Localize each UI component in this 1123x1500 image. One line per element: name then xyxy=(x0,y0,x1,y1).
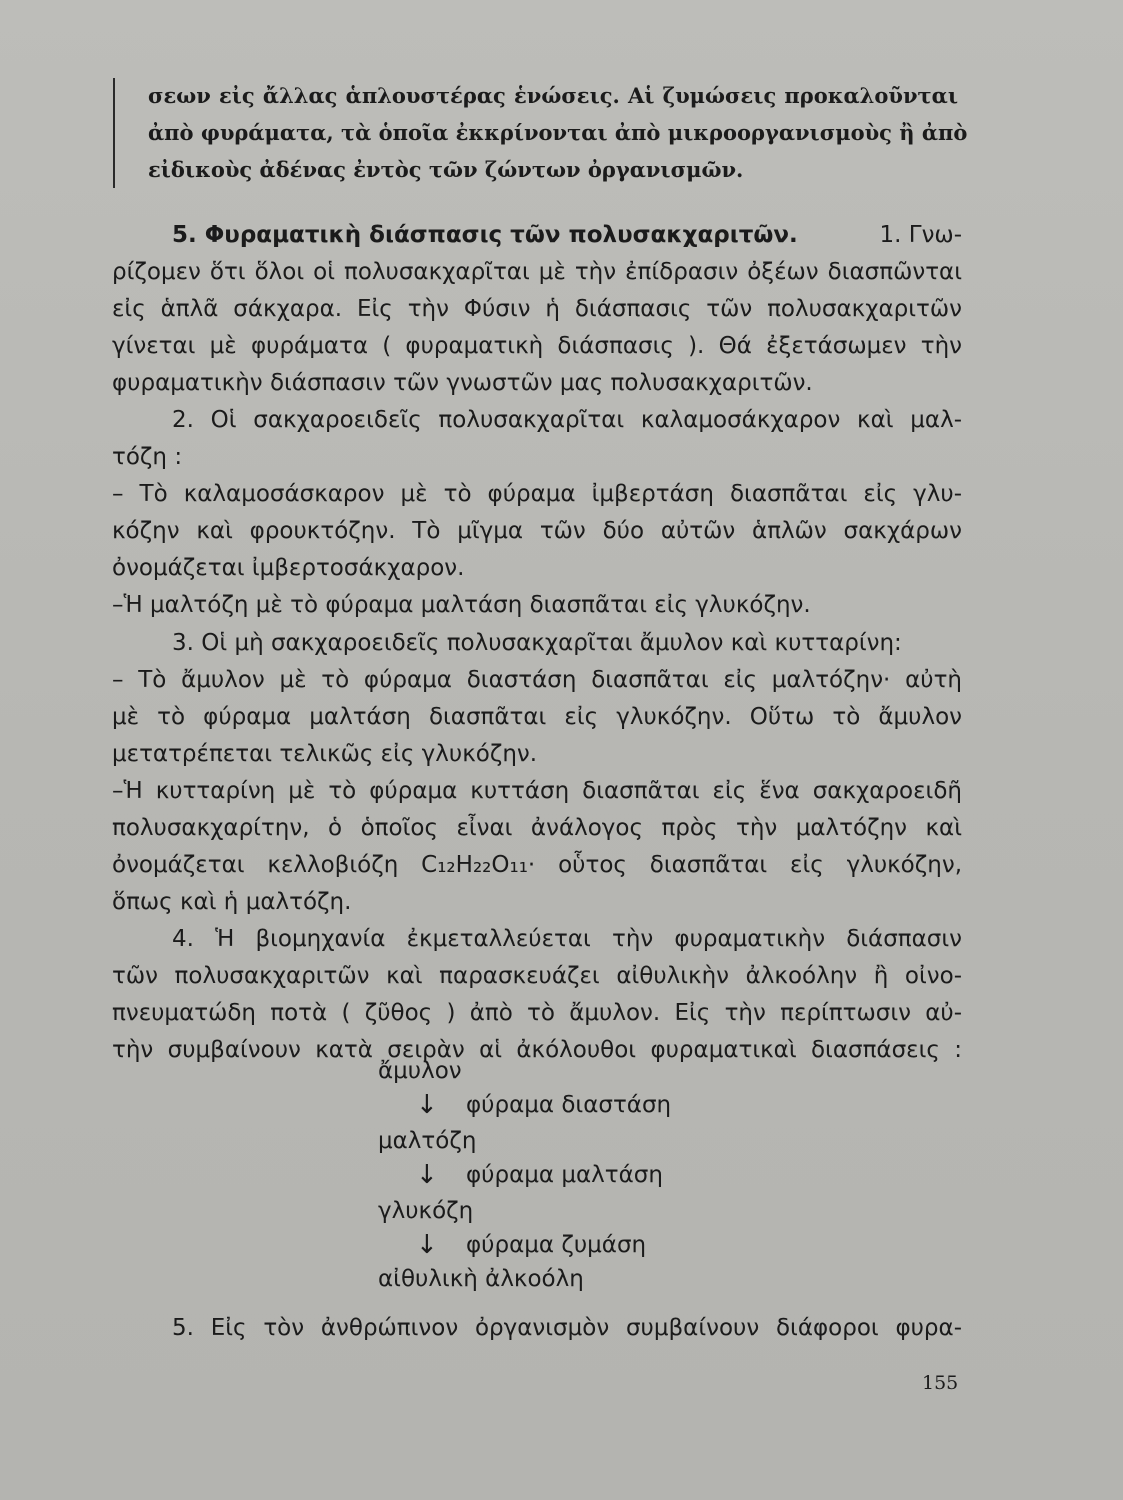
p2-line-4: κόζην καὶ φρουκτόζην. Τὸ μῖγμα τῶν δύο αὐτῶν ἁπλῶν σακχάρων xyxy=(112,518,962,544)
scheme-enzyme-diastase: φύραμα διαστάση xyxy=(466,1092,672,1118)
p4-line-1: 4. Ἡ βιομηχανία ἐκμεταλλεύεται τὴν φυραματικὴν διάσπασιν xyxy=(172,926,962,952)
p3-line-7: ὀνομάζεται κελλοβιόζη C₁₂H₂₂O₁₁· οὗτος διασπᾶται εἰς γλυκόζην, xyxy=(112,852,962,878)
section-heading: 5. Φυραματικὴ διάσπασις τῶν πολυσακχαριτῶν. xyxy=(172,222,798,248)
margin-bar xyxy=(113,78,115,188)
p3-line-6: πολυσακχαρίτην, ὁ ὁποῖος εἶναι ἀνάλογος πρὸς τὴν μαλτόζην καὶ xyxy=(112,815,962,841)
p1-line-3: γίνεται μὲ φυράματα ( φυραματικὴ διάσπασις ). Θά ἐξετάσωμεν τὴν xyxy=(112,333,962,359)
page-number: 155 xyxy=(922,1372,959,1394)
scheme-starch: ἄμυλον xyxy=(378,1058,462,1084)
p2-line-5: ὀνομάζεται ἰμβερτοσάκχαρον. xyxy=(112,555,465,581)
scheme-enzyme-maltase: φύραμα μαλτάση xyxy=(466,1162,663,1188)
section-heading-line xyxy=(172,217,962,253)
p3-line-2: – Τὸ ἄμυλον μὲ τὸ φύραμα διαστάση διασπᾶται εἰς μαλτόζην· αὐτὴ xyxy=(112,667,962,693)
scheme-enzyme-zymase: φύραμα ζυμάση xyxy=(466,1232,647,1258)
arrow-down-icon: ↓ xyxy=(416,1090,438,1120)
p1-line-1: ρίζομεν ὅτι ὅλοι οἱ πολυσακχαρῖται μὲ τὴν ἐπίδρασιν ὀξέων διασπῶνται xyxy=(112,259,962,285)
p1-line-2: εἰς ἁπλᾶ σάκχαρα. Εἰς τὴν Φύσιν ἡ διάσπασις τῶν πολυσακχαριτῶν xyxy=(112,296,962,322)
scheme-maltose: μαλτόζη xyxy=(378,1128,477,1154)
p3-line-3: μὲ τὸ φύραμα μαλτάση διασπᾶται εἰς γλυκόζην. Οὕτω τὸ ἄμυλον xyxy=(112,704,962,730)
top-line-1: σεων εἰς ἄλλας ἁπλουστέρας ἑνώσεις. Αἱ ζυμώσεις προκαλοῦνται xyxy=(148,83,958,108)
arrow-down-icon: ↓ xyxy=(416,1160,438,1190)
p3-line-4: μετατρέπεται τελικῶς εἰς γλυκόζην. xyxy=(112,741,538,767)
top-line-3: εἰδικοὺς ἀδένας ἐντὸς τῶν ζώντων ὀργανισμῶν. xyxy=(148,157,744,182)
p1-line-4: φυραματικὴν διάσπασιν τῶν γνωστῶν μας πολυσακχαριτῶν. xyxy=(112,370,813,396)
arrow-down-icon: ↓ xyxy=(416,1230,438,1260)
p4-line-2: τῶν πολυσακχαριτῶν καὶ παρασκευάζει αἰθυλικὴν ἀλκοόλην ἢ οἰνο- xyxy=(112,963,962,989)
p2-line-2: τόζη : xyxy=(112,444,183,470)
p3-line-8: ὅπως καὶ ἡ μαλτόζη. xyxy=(112,889,352,915)
top-line-2: ἀπὸ φυράματα, τὰ ὁποῖα ἐκκρίνονται ἀπὸ μικροοργανισμοὺς ἢ ἀπὸ xyxy=(148,120,968,145)
p2-line-6: –Ἡ μαλτόζη μὲ τὸ φύραμα μαλτάση διασπᾶται εἰς γλυκόζην. xyxy=(112,592,811,618)
section-first-line-rest: 1. Γνω- xyxy=(879,222,962,248)
p2-line-3: – Τὸ καλαμοσάσκαρον μὲ τὸ φύραμα ἰμβερτάση διασπᾶται εἰς γλυ- xyxy=(112,481,962,507)
p2-line-1: 2. Οἱ σακχαροειδεῖς πολυσακχαρῖται καλαμοσάκχαρον καὶ μαλ- xyxy=(172,407,962,433)
p5-line-1: 5. Εἰς τὸν ἀνθρώπινον ὀργανισμὸν συμβαίνουν διάφοροι φυρα- xyxy=(172,1315,962,1341)
p4-line-4: τὴν συμβαίνουν κατὰ σειρὰν αἱ ἀκόλουθοι φυραματικαὶ διασπάσεις : xyxy=(112,1037,962,1063)
p4-line-3: πνευματώδη ποτὰ ( ζῦθος ) ἀπὸ τὸ ἄμυλον. Εἰς τὴν περίπτωσιν αὐ- xyxy=(112,1000,962,1026)
scheme-ethanol: αἰθυλικὴ ἀλκοόλη xyxy=(378,1266,584,1292)
scheme-glucose: γλυκόζη xyxy=(378,1198,474,1224)
p3-line-1: 3. Οἱ μὴ σακχαροειδεῖς πολυσακχαρῖται ἄμυλον καὶ κυτταρίνη: xyxy=(172,630,902,656)
p3-line-5: –Ἡ κυτταρίνη μὲ τὸ φύραμα κυττάση διασπᾶται εἰς ἕνα σακχαροειδῆ xyxy=(112,778,962,804)
